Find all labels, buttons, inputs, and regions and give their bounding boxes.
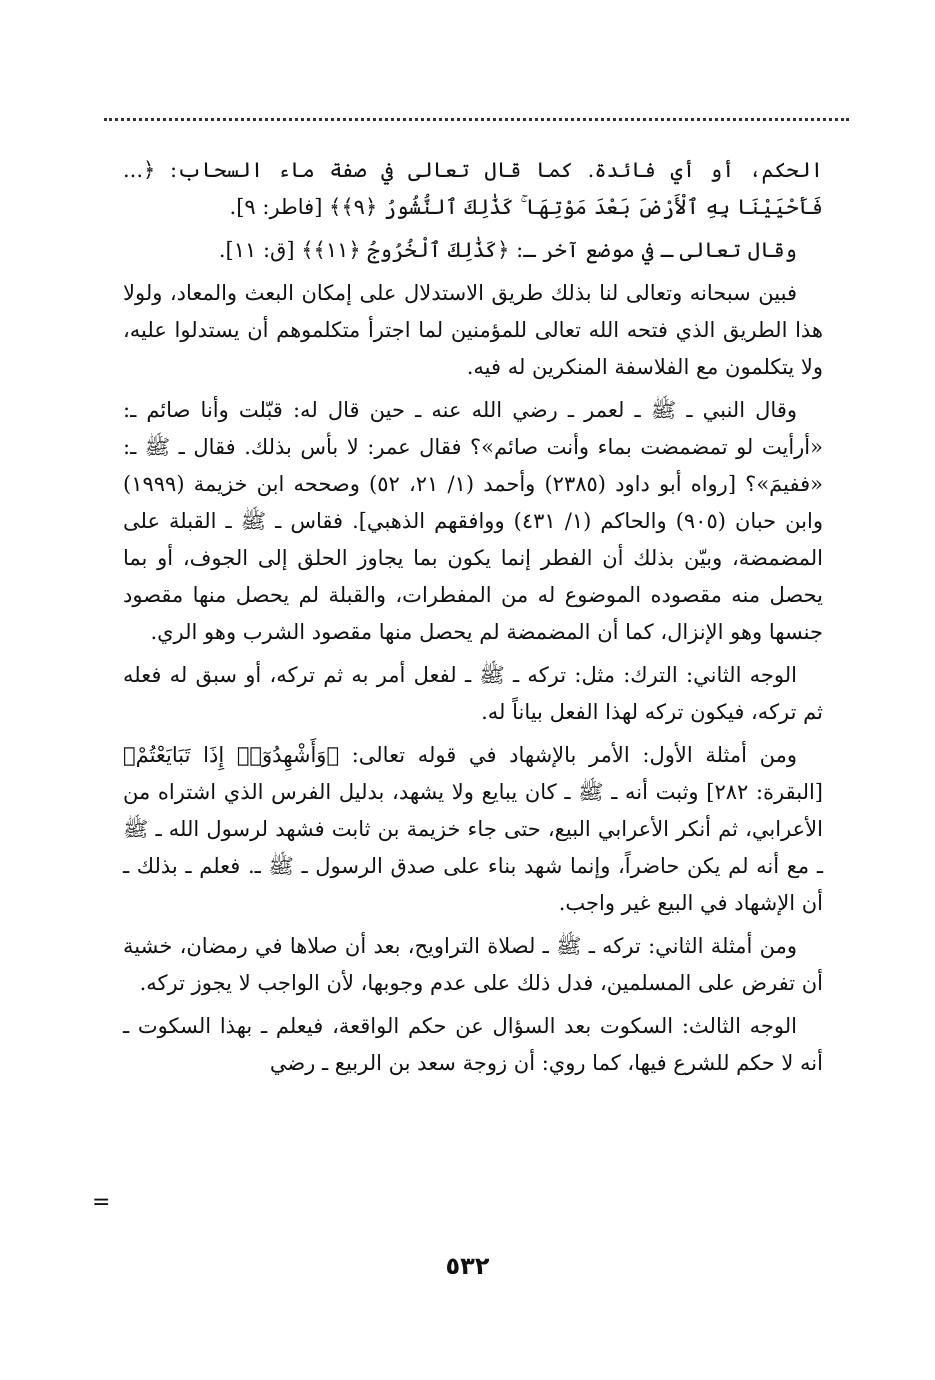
- dotted-separator: [104, 118, 849, 121]
- paragraph-2: وقال تعالى ـ في موضع آخر ـ: ﴿كَذَٰلِكَ ٱلْخُرُوجُ ﴿١١﴾﴾ [ق: ١١].: [218, 238, 797, 262]
- paragraph-3: فبين سبحانه وتعالى لنا بذلك طريق الاستدلال على إمكان البعث والمعاد، ولولا هذا الطريق الذي فتحه الله تعالى للمؤمنين لما اجترأ متكلموهم أن يستدلوا عليه، ولا يتكلمون مع الفلاسفة المنكرين له فيه.: [123, 281, 823, 379]
- paragraph-1: الحكم، أو أي فائدة. كما قال تعالى في صفة ماء السحاب: ﴿... فَأَحْيَيْنَا بِهِ ٱلْأَرْضَ بَعْدَ مَوْتِهَا ۚ كَذَٰلِكَ ٱلنُّشُورُ ﴿٩﴾﴾ [فاطر: ٩].: [123, 158, 823, 219]
- page-body: [123, 152, 823, 1088]
- paragraph-6: ومن أمثلة الأول: الأمر بالإشهاد في قوله تعالى: ﴿وَأَشْهِدُوٓا۟ إِذَا تَبَايَعْتُمْ﴾ [البقرة: ٢٨٢] وثبت أنه ـ ﷺ ـ كان يبايع ولا يشهد، بدليل الفرس الذي اشتراه من الأعرابي، ثم أنكر الأعرابي البيع، حتى جاء خزيمة بن ثابت فشهد لرسول الله ـ ﷺ ـ مع أنه لم يكن حاضراً، وإنما شهد بناء على صدق الرسول ـ ﷺ ـ. فعلم ـ بذلك ـ أن الإشهاد في البيع غير واجب.: [123, 743, 824, 915]
- paragraph-7: ومن أمثلة الثاني: تركه ـ ﷺ ـ لصلاة التراويح، بعد أن صلاها في رمضان، خشية أن تفرض على المسلمين، فدل ذلك على عدم وجوبها، لأن الواجب لا يجوز تركه.: [123, 934, 823, 995]
- page-number: ٥٣٢: [445, 1252, 490, 1280]
- paragraph-5: الوجه الثاني: الترك: مثل: تركه ـ ﷺ ـ لفعل أمر به ثم تركه، أو سبق له فعله ثم تركه، فيكون تركه لهذا الفعل بياناً له.: [123, 663, 823, 724]
- paragraph-4: وقال النبي ـ ﷺ ـ لعمر ـ رضي الله عنه ـ حين قال له: قبّلت وأنا صائم ـ: «أرأيت لو تمضمضت بماء وأنت صائم»؟ فقال عمر: لا بأس بذلك. فقال ـ ﷺ ـ: «ففيمَ»؟ [رواه أبو داود (٢٣٨٥) وأحمد (١/ ٢١، ٥٢) وصححه ابن خزيمة (١٩٩٩) وابن حبان (٩٠٥) والحاكم (١/ ٤٣١) ووافقهم الذهبي]. فقاس ـ ﷺ ـ القبلة على المضمضة، وبيّن بذلك أن الفطر إنما يكون بما يجاوز الحلق إلى الجوف، أو بما يحصل منه مقصوده الموضوع له من المفطرات، والقبلة لم يحصل منها مقصود جنسها وهو الإنزال، كما أن المضمضة لم يحصل منها مقصود الشرب وهو الري.: [123, 398, 823, 644]
- paragraph-8: الوجه الثالث: السكوت بعد السؤال عن حكم الواقعة، فيعلم ـ بهذا السكوت ـ أنه لا حكم للشرع فيها، كما روي: أن زوجة سعد بن الربيع ـ رضي: [123, 1014, 823, 1075]
- continuation-mark: =: [92, 1190, 111, 1215]
